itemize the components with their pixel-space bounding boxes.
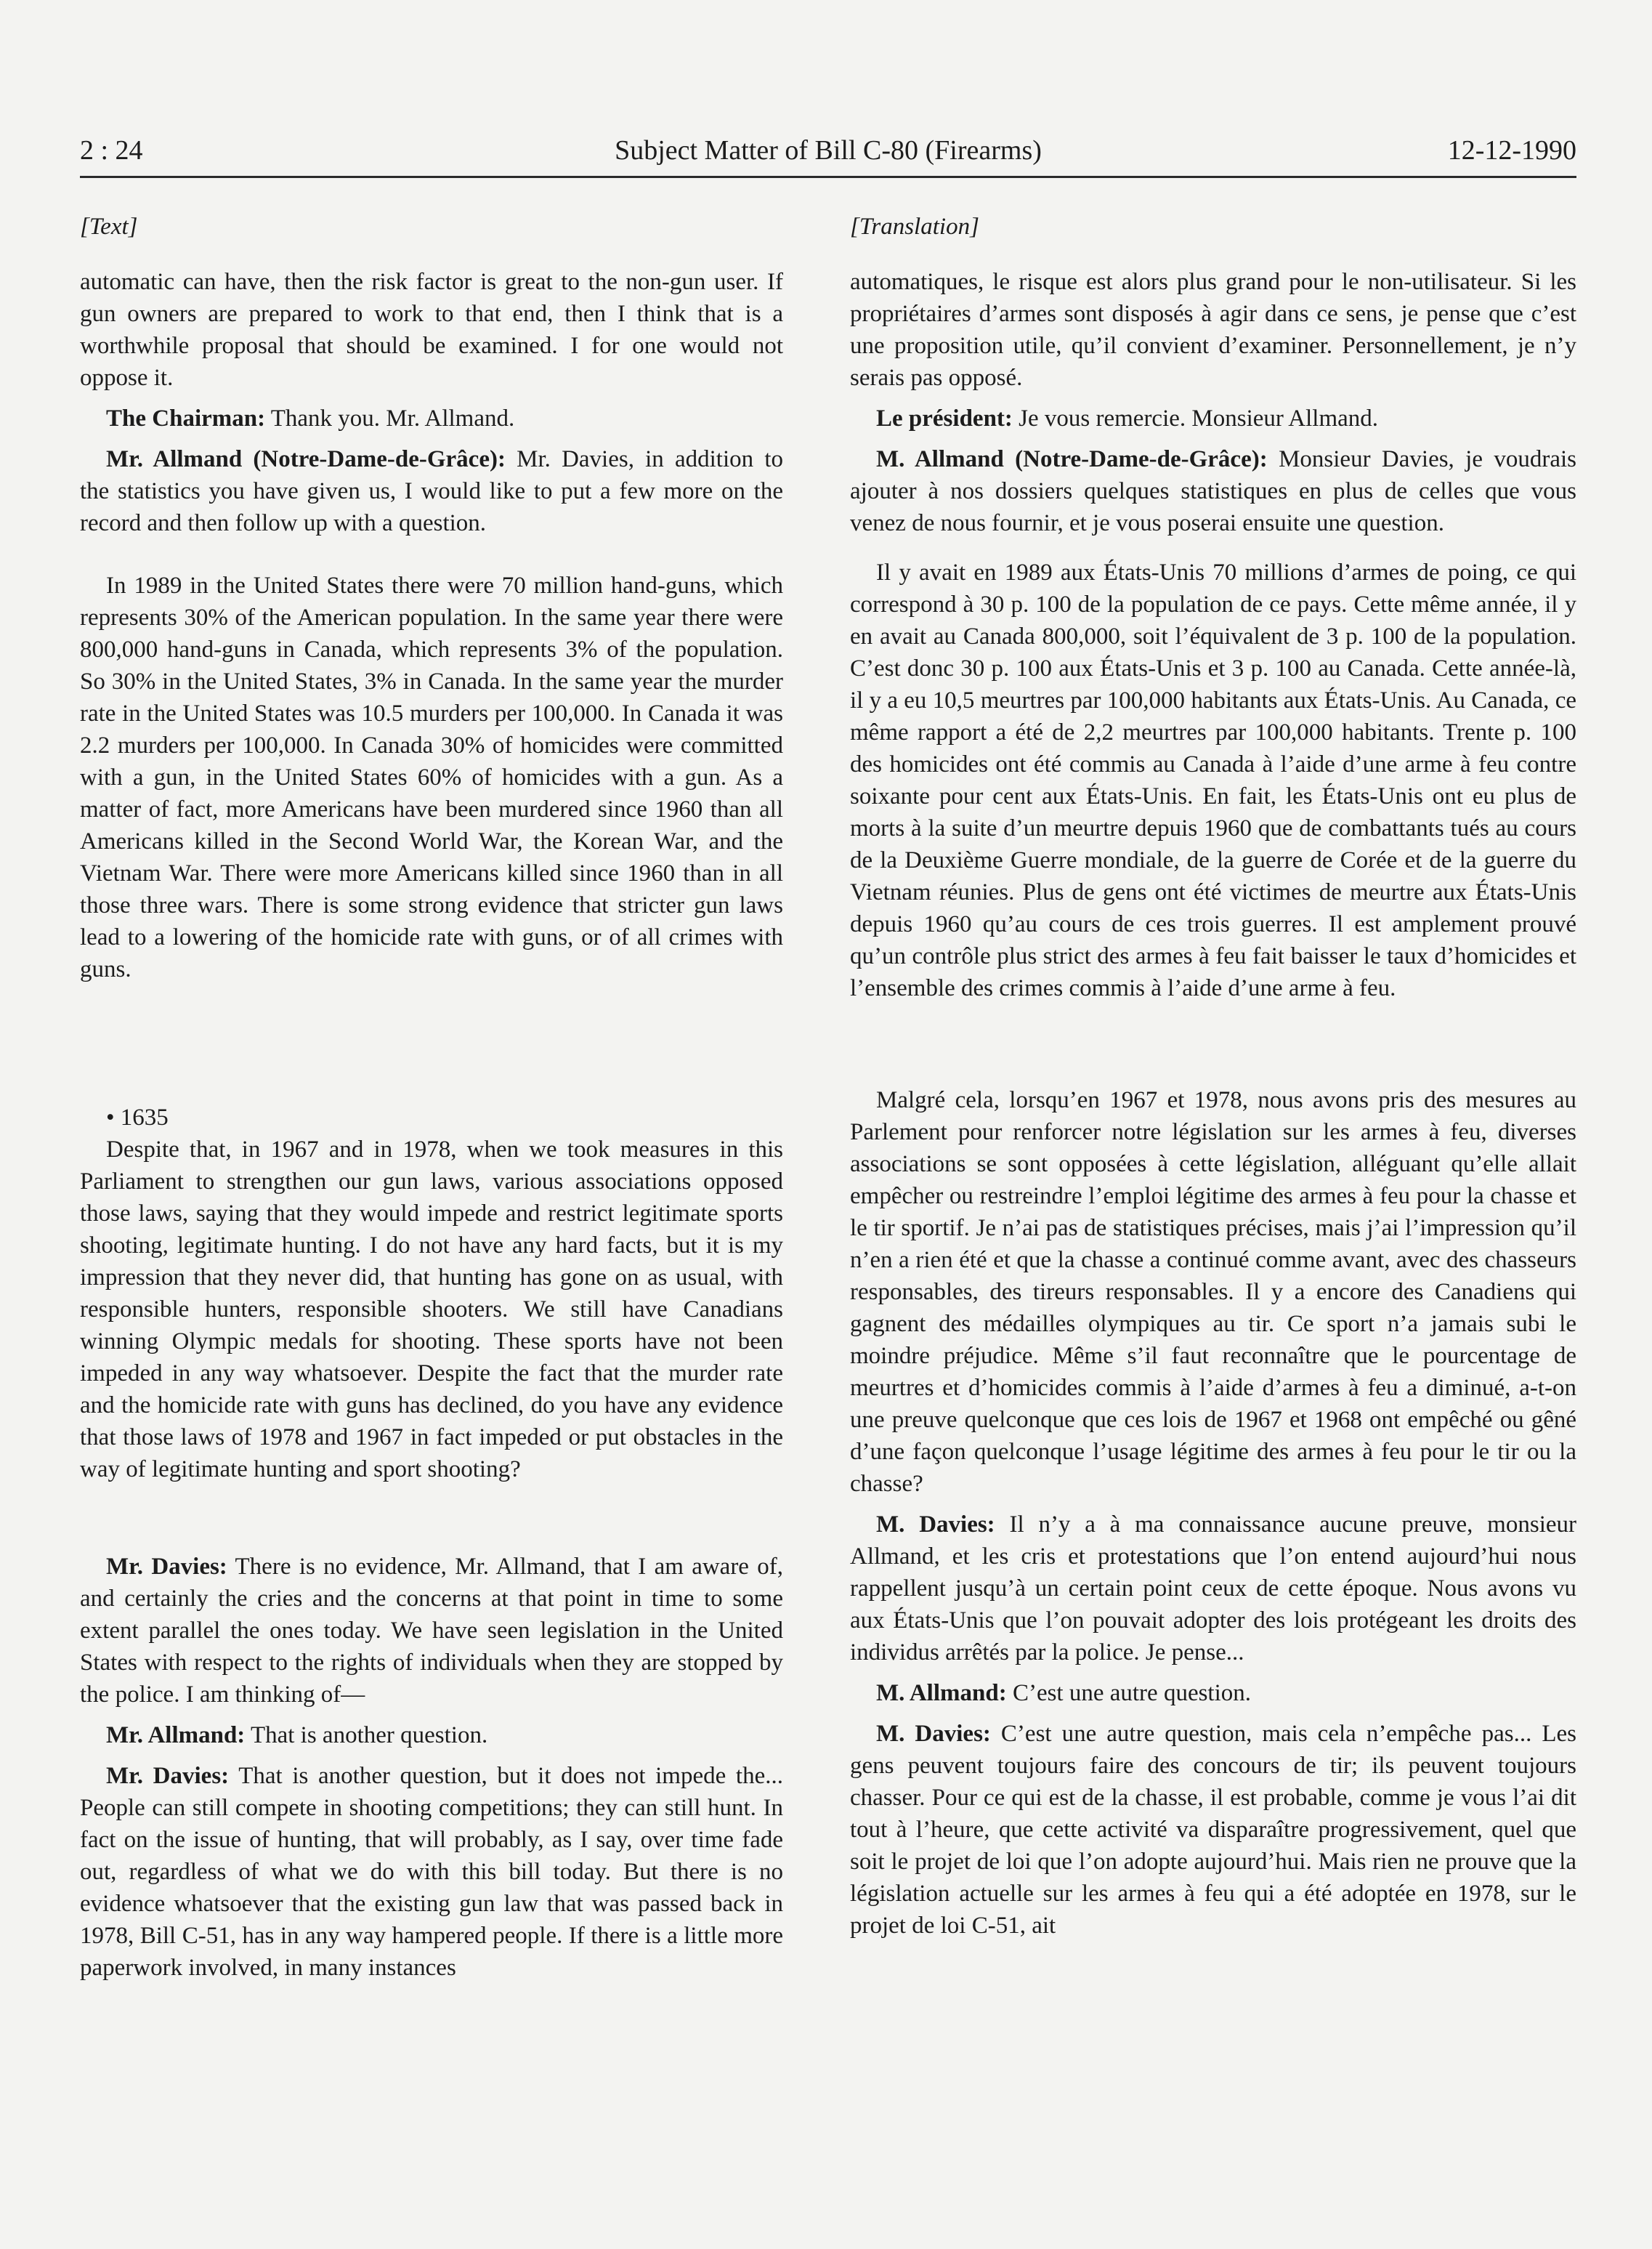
speech-text: C’est une autre question. [1006,1680,1252,1706]
text-tag: [Text] [80,214,138,240]
page-header [80,132,1576,178]
speaker-name: Mr. Davies: [106,1554,227,1580]
paragraph [80,403,783,435]
speaker-name: M. Allmand: [876,1680,1007,1706]
speech-text: Je vous remercie. Monsieur Allmand. [1012,405,1379,432]
paragraph: Despite that, in 1967 and in 1978, when we took measures in this Parliament to strengthen our gun laws, various associations opposed those laws, saying that they would impede and restrict legitimate sports shooting, legitimate hunting. I do not have any hard facts, but it is my impression that they never did, that hunting has gone on as usual, with responsible hunters, responsible shooters. We still have Canadians winning Olympic medals for shooting. These sports have not been impeded in any way whatsoever. Despite the fact that the murder rate and the homicide rate with guns has declined, do you have any evidence that those laws of 1978 and 1967 in fact impeded or put obstacles in the way of legitimate hunting and sport shooting? [80,1136,783,1482]
paragraph [850,1677,1576,1709]
paragraph [80,1760,783,1984]
speaker-name: M. Davies: [876,1721,991,1747]
paragraph [850,1718,1576,1942]
speech-text: C’est une autre question, mais cela n’empêche pas... Les gens peuvent toujours faire des concours de tir; ils peuvent toujours chasser. Pour ce qui est de la chasse, il est probable, comme je vous l’ai dit tout à l’heure, que cette activité va disparaître progressivement, quel que soit le projet de loi que l’on adopte aujourd’hui. Mais rien ne prouve que la législation actuelle sur les armes à feu qui a été adoptée en 1978, sur le projet de loi C-51, ait [850,1721,1576,1939]
paragraph: In 1989 in the United States there were 70 million hand-guns, which represents 30% of the American population. In the same year there were 800,000 hand-guns in Canada, which represents 3% of the population. So 30% in the United States, 3% in Canada. In the same year the murder rate in the United States was 10.5 murders per 100,000. In Canada it was 2.2 murders per 100,000. In Canada 30% of homicides were committed with a gun, in the United States 60% of homicides with a gun. As a matter of fact, more Americans have been murdered since 1960 than all Americans killed in the Second World War, the Korean War, and the Vietnam War. There were more Americans killed since 1960 than in all those three wars. There is some strong evidence that stricter gun laws lead to a lowering of the homicide rate with guns, or of all crimes with guns. [80,573,783,982]
speaker-name: Mr. Allmand (Notre-Dame-de-Grâce): [106,446,506,472]
paragraph [850,443,1576,539]
speaker-name: M. Davies: [876,1511,995,1538]
english-column [80,211,783,1984]
page-number: 2 : 24 [80,135,143,166]
paragraph: Malgré cela, lorsqu’en 1967 et 1978, nous avons pris des mesures au Parlement pour renforcer notre législation sur les armes à feu, diverses associations se sont opposées à cette législation, alléguant qu’elle allait empêcher ou restreindre l’emploi légitime des armes à feu pour la chasse et le tir sportif. Je n’ai pas de statistiques précises, mais j’ai l’impression qu’il n’en a rien été et que la chasse a continué comme avant, avec des chasseurs responsables, des tireurs responsables. Il y a encore des Canadiens qui gagnent des médailles olympiques au tir. Ce sport n’a jamais subi le moindre préjudice. Même s’il faut reconnaître que le pourcentage de meurtres et d’homicides commis à l’aide d’armes à feu a diminué, a-t-on une preuve quelconque que ces lois de 1967 et 1968 ont empêché ou gêné d’une façon quelconque l’usage légitime des armes à feu pour le tir ou la chasse? [850,1087,1576,1497]
paragraph [80,1551,783,1711]
speech-text: Mr. Davies, in addition to the statistics you have given us, I would like to put a few more on the record and then follow up with a question. [80,446,783,536]
speaker-name: The Chairman: [106,405,266,432]
speech-text: Monsieur Davies, je voudrais ajouter à nos dossiers quelques statistiques en plus de celles que vous venez de nous fournir, et je vous poserai ensuite une question. [850,446,1576,536]
speech-text: Il n’y a à ma connaissance aucune preuve, monsieur Allmand, et les cris et protestations que l’on entend aujourd’hui nous rappellent jusqu’à un certain point ceux de cette époque. Nous avons vu aux États-Unis que l’on pouvait adopter des lois protégeant les droits des individus arrêtés par la police. Je pense... [850,1511,1576,1665]
paragraph: automatic can have, then the risk factor is great to the non-gun user. If gun owners are prepared to work to that end, then I think that is a worthwhile proposal that should be examined. I for one would not oppose it. [80,269,783,391]
speaker-name: Le président: [876,405,1013,432]
paragraph [850,1509,1576,1668]
speaker-name: Mr. Davies: [106,1763,230,1789]
speaker-name: Mr. Allmand: [106,1722,246,1748]
paragraph: automatiques, le risque est alors plus grand pour le non-utilisateur. Si les propriétaires d’armes sont disposés à agir dans ce sens, je pense que c’est une proposition utile, qu’il convient d’examiner. Personnellement, je n’y serais pas opposé. [850,269,1576,391]
paragraph [80,443,783,539]
header-date: 12-12-1990 [1447,135,1576,166]
translation-tag: [Translation] [850,214,979,240]
french-column [850,211,1576,1942]
speech-text: That is another question, but it does not impede the... People can still compete in shooting competitions; they can still hunt. In fact on the issue of hunting, that will probably, as I say, over time fade out, regardless of what we do with this bill today. But there is no evidence whatsoever that the existing gun law that was passed back in 1978, Bill C-51, has in any way hampered people. If there is a little more paperwork involved, in many instances [80,1763,783,1981]
running-title: Subject Matter of Bill C-80 (Firearms) [615,135,1042,166]
speaker-name: M. Allmand (Notre-Dame-de-Grâce): [876,446,1268,472]
time-marker: • 1635 [106,1105,169,1131]
paragraph [850,403,1576,435]
paragraph: Il y avait en 1989 aux États-Unis 70 millions d’armes de poing, ce qui correspond à 30 p. 100 de la population de ce pays. Cette même année, il y en avait au Canada 800,000, soit l’équivalent de 3 p. 100 de la population. C’est donc 30 p. 100 aux États-Unis et 3 p. 100 au Canada. Cette année-là, il y a eu 10,5 meurtres par 100,000 habitants aux États-Unis. Au Canada, ce même rapport a été de 2,2 meurtres par 100,000 habitants. Trente p. 100 des homicides ont été commis au Canada à l’aide d’une arme à feu contre soixante pour cent aux États-Unis. En fait, les États-Unis ont eu plus de morts à la suite d’un meurtre depuis 1960 que de combattants tués au cours de la Deuxième Guerre mondiale, de la guerre de Corée et de la guerre du Vietnam réunies. Plus de gens ont été victimes de meurtre aux États-Unis depuis 1960 qu’au cours de ces trois guerres. Il est amplement prouvé qu’un contrôle plus strict des armes à feu fait baisser le taux d’homicides et l’ensemble des crimes commis à l’aide d’une arme à feu. [850,560,1576,1001]
speech-text: There is no evidence, Mr. Allmand, that I am aware of, and certainly the cries and the concerns at that point in time to some extent parallel the ones today. We have seen legislation in the United States with respect to the rights of individuals when they are stopped by the police. I am thinking of— [80,1554,784,1708]
speech-text: That is another question. [245,1722,488,1748]
speech-text: Thank you. Mr. Allmand. [265,405,515,432]
paragraph [80,1719,783,1751]
